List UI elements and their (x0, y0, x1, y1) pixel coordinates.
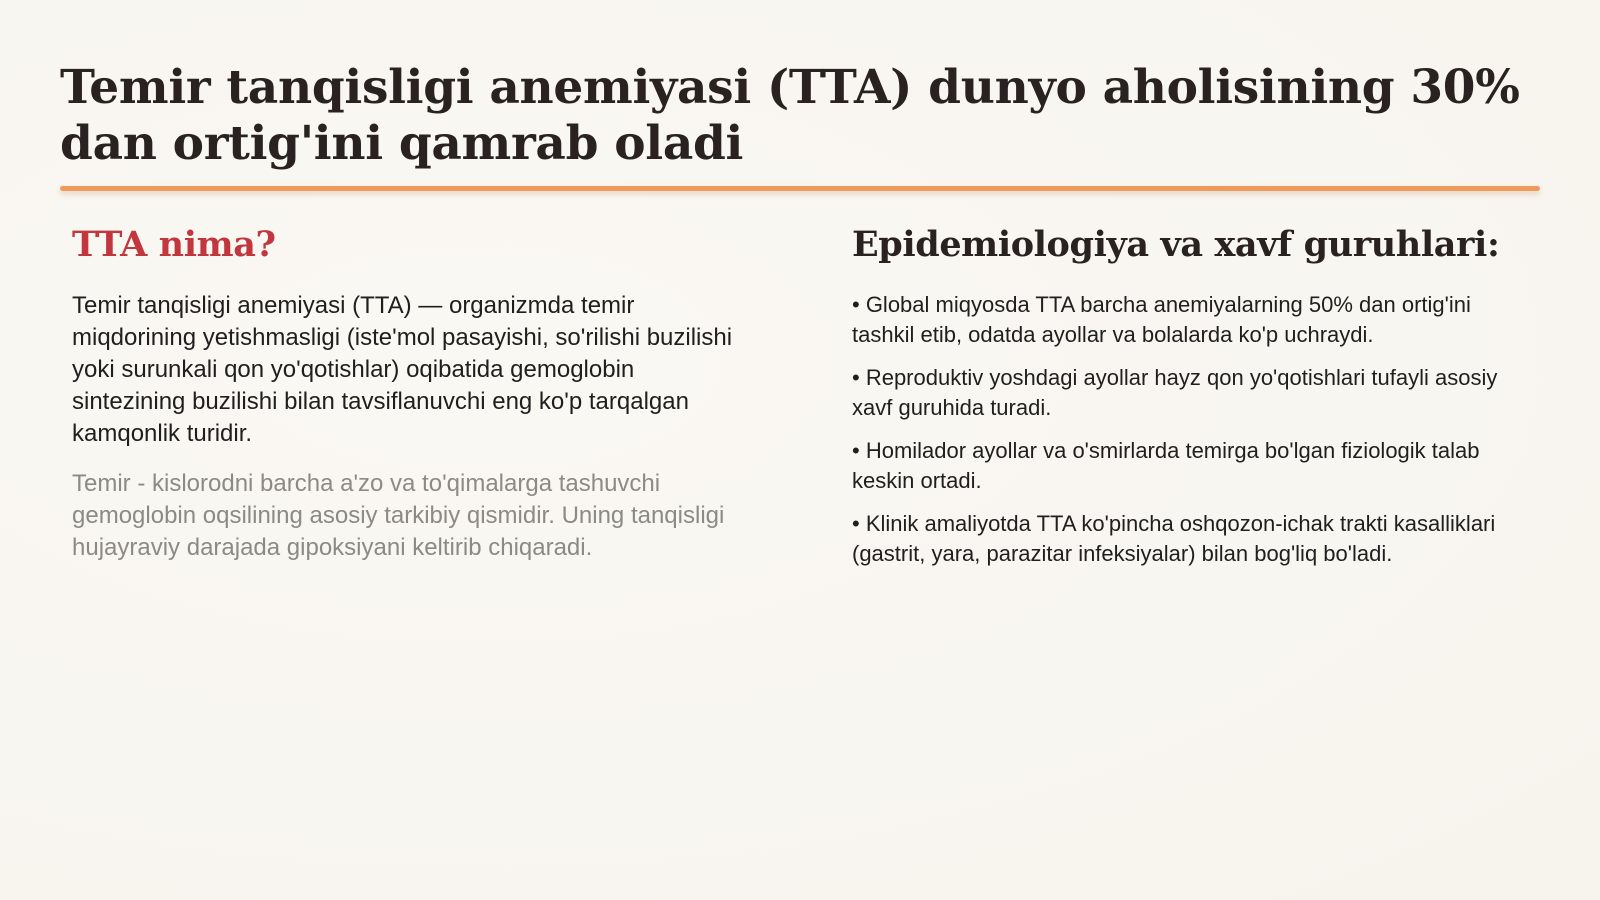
slide-title: Temir tanqisligi anemiyasi (TTA) dunyo aholisining 30% dan ortig'ini qamrab oladi (60, 60, 1520, 171)
list-item: • Reproduktiv yoshdagi ayollar hayz qon yo'qotishlari tufayli asosiy xavf guruhida turadi. (852, 365, 1498, 420)
epidemiology-heading: Epidemiologiya va xavf guruhlari: (852, 224, 1500, 265)
epidemiology-column (852, 222, 1532, 582)
title-divider (60, 186, 1540, 191)
list-item: • Global miqyosda TTA barcha anemiyalarning 50% dan ortig'ini tashkil etib, odatda ayollar va bolalarda ko'p uchraydi. (852, 292, 1471, 347)
definition-column (72, 222, 752, 564)
definition-heading: TTA nima? (72, 224, 276, 265)
list-item: • Klinik amaliyotda TTA ko'pincha oshqozon-ichak trakti kasalliklari (gastrit, yara, parazitar infeksiyalar) bilan bog'liq bo'ladi. (852, 511, 1496, 566)
definition-note: Temir - kislorodni barcha a'zo va to'qimalarga tashuvchi gemoglobin oqsilining asosiy tarkibiy qismidir. Uning tanqisligi hujayraviy darajada gipoksiyani keltirib chiqaradi. (72, 470, 725, 561)
risk-list (852, 290, 1532, 569)
definition-paragraph: Temir tanqisligi anemiyasi (TTA) — organizmda temir miqdorining yetishmasligi (iste'mol pasayishi, so'rilishi buzilishi yoki surunkali qon yo'qotishlar) oqibatida gemoglobin sintezining buzilishi bilan tavsiflanuvchi eng ko'p tarqalgan kamqonlik turidir. (72, 292, 733, 447)
list-item: • Homilador ayollar va o'smirlarda temirga bo'lgan fiziologik talab keskin ortadi. (852, 438, 1480, 493)
